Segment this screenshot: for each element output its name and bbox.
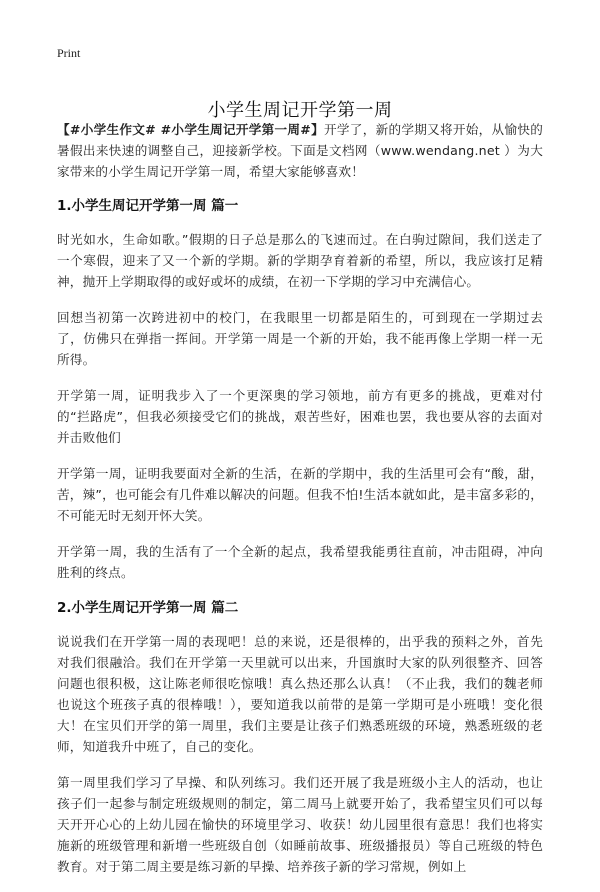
section-1-paragraph-4: 开学第一周，证明我要面对全新的生活，在新的学期中，我的生活里可会有“酸，甜，苦，辣”，也可能会有几件难以解决的问题。但我不怕!生活本就如此，是丰富多彩的，不可能无时无刻开怀大笑。 xyxy=(57,466,543,523)
section-1-paragraph-5: 开学第一周，我的生活有了一个全新的起点，我希望我能勇往直前，冲击阻碍，冲向胜利的终点。 xyxy=(57,544,543,580)
section-1-paragraph-3: 开学第一周，证明我步入了一个更深奥的学习领地，前方有更多的挑战，更难对付的“拦路虎”，但我必须接受它们的挑战，艰苦些好，困难也罢，我也要从容的去面对并击败他们 xyxy=(57,388,543,445)
article-body xyxy=(57,119,543,892)
section-heading-1: 1.小学生周记开学第一周 篇一 xyxy=(57,198,239,214)
page-title: 小学生周记开学第一周 xyxy=(207,100,393,122)
intro-paragraph xyxy=(57,119,543,182)
section-1-paragraph-2: 回想当初第一次跨进初中的校门，在我眼里一切都是陌生的，可到现在一学期过去了，仿佛只在弹指一挥间。开学第一周是一个新的开始，我不能再像上学期一样一无所得。 xyxy=(57,310,543,367)
section-heading-2: 2.小学生周记开学第一周 篇二 xyxy=(57,600,239,616)
section-2-paragraph-2: 第一周里我们学习了早操、和队列练习。我们还开展了我是班级小主人的活动，也让孩子们一起参与制定班级规则的制定，第二周马上就要开始了，我希望宝贝们可以每天开开心心的上幼儿园在愉快的环境里学习、收获！幼儿园里很有意思！我们也将实施新的班级管理和新增一些班级自创（如睡前故事、班级播报员）等自己班级的特色教育。对于第二周主要是练习新的早操、培养孩子新的学习常规，例如上 xyxy=(57,775,543,874)
intro-text: 开学了，新的学期又将开始，从愉快的暑假出来快速的调整自己，迎接新学校。下面是文档网（www.wendang.net ）为大家带来的小学生周记开学第一周，希望大家能够喜欢！ xyxy=(57,122,543,179)
intro-tags: 【#小学生作文# #小学生周记开学第一周#】 xyxy=(57,122,325,137)
section-2-paragraph-1: 说说我们在开学第一周的表现吧！总的来说，还是很棒的，出乎我的预料之外，首先对我们很融洽。我们在开学第一天里就可以出来，升国旗时大家的队列很整齐、回答问题也很积极，这让陈老师很吃惊哦！真么热还那么认真！（不止我，我们的魏老师也说这个班孩子真的很棒哦！），要知道我以前带的是第一学期可是小班哦！变化很大！在宝贝们开学的第一周里，我们主要是让孩子们熟悉班级的环境，熟悉班级的老师，知道我升中班了，自己的变化。 xyxy=(57,634,543,754)
print-label[interactable]: Print xyxy=(57,46,81,60)
section-1-paragraph-1: 时光如水，生命如歌。”假期的日子总是那么的飞速而过。在白驹过隙间，我们送走了一个寒假，迎来了又一个新的学期。新的学期孕育着新的希望，所以，我应该打足精神，抛开上学期取得的或好或坏的成绩，在初一下学期的学习中充满信心。 xyxy=(57,232,543,289)
